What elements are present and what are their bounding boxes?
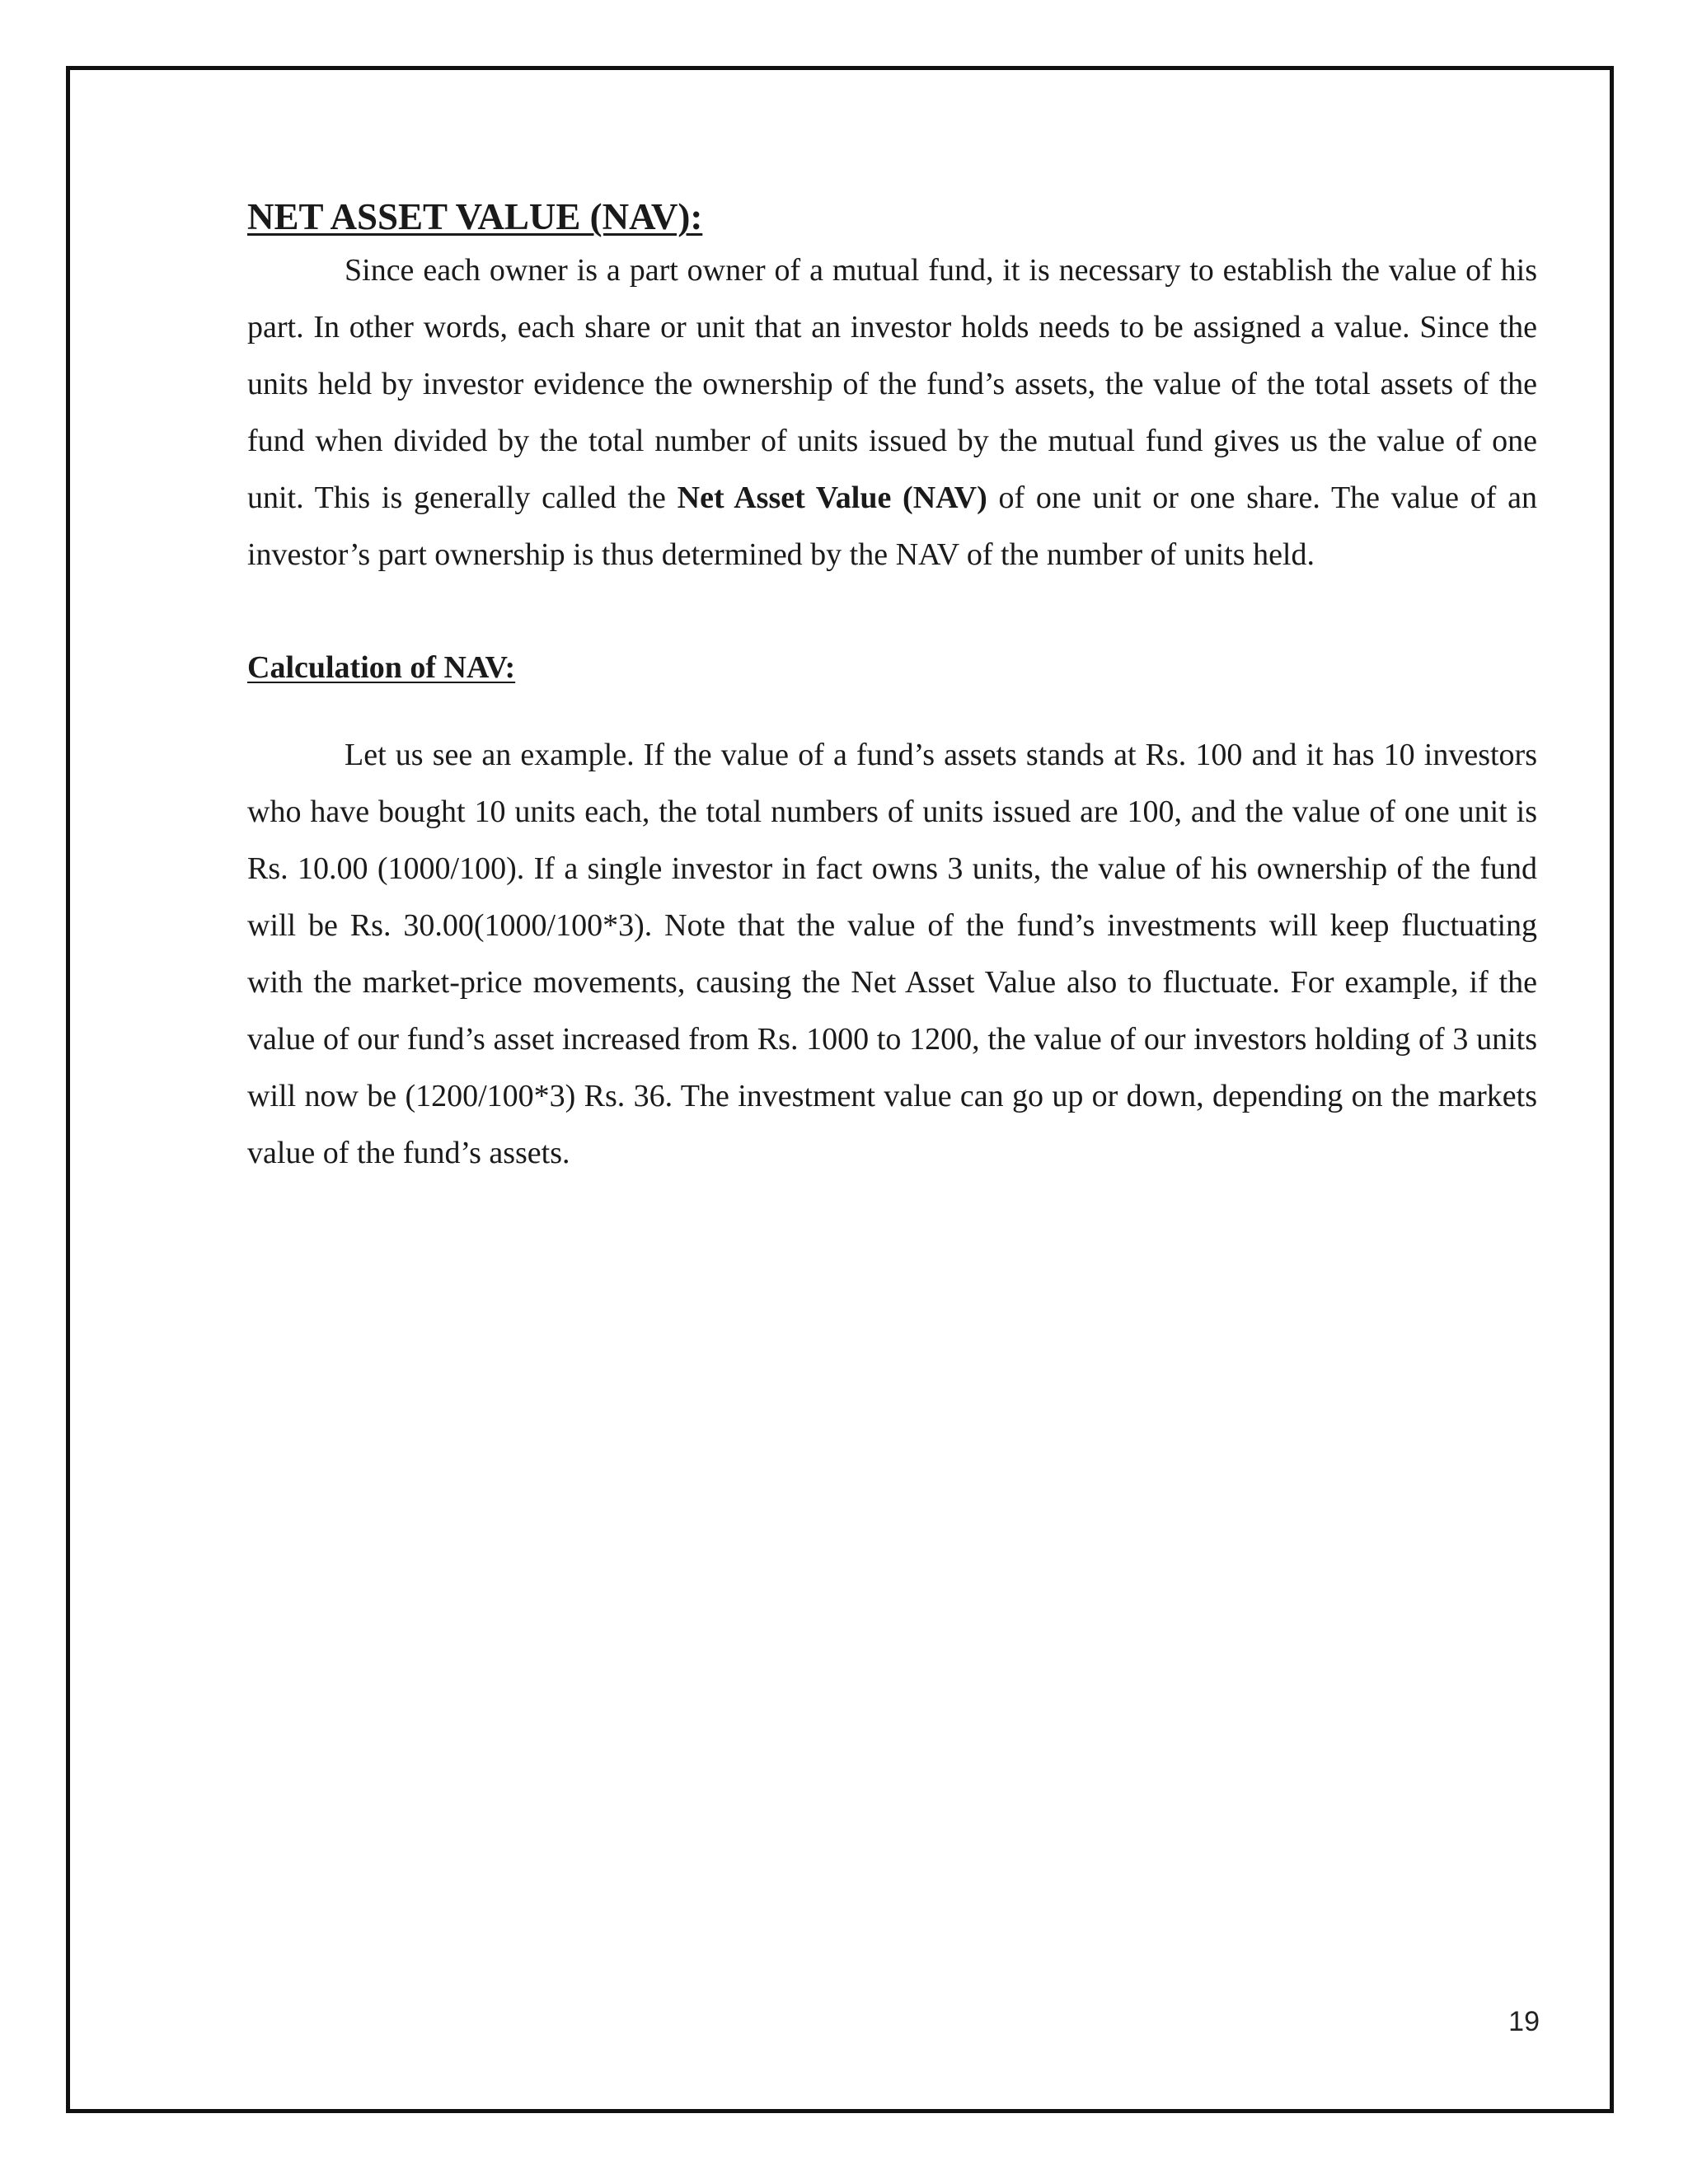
paragraph-nav-definition-text-end: of one unit or one share. The value of an investor’s part ownership is thus determined by the NAV of the number of units held. <box>247 480 1537 572</box>
page-number: 19 <box>1508 2006 1540 2037</box>
paragraph-nav-definition-text-start: Since each owner is a part owner of a mutual fund, it is necessary to establish the value of his part. In other words, each share or unit that an investor holds needs to be assigned a value. Since the units held by investor evidence the ownership of the fund’s assets, the value of the total assets of the fund when divided by the total number of units issued by the mutual fund gives us the value of one unit. This is generally called the <box>247 253 1537 515</box>
paragraph-nav-example: Let us see an example. If the value of a fund’s assets stands at Rs. 100 and it has 10 investors who have bought 10 units each, the total numbers of units issued are 100, and the value of one unit is Rs. 10.00 (1000/100). If a single investor in fact owns 3 units, the value of his ownership of the fund will be Rs. 30.00(1000/100*3). Note that the value of the fund’s investments will keep fluctuating with the market-price movements, causing the Net Asset Value also to fluctuate. For example, if the value of our fund’s asset increased from Rs. 1000 to 1200, the value of our investors holding of 3 units will now be (1200/100*3) Rs. 36. The investment value can go up or down, depending on the markets value of the fund’s assets. <box>247 737 1537 1170</box>
document-content <box>247 194 1537 1182</box>
sub-heading-calculation: Calculation of NAV: <box>247 650 516 685</box>
paragraph-nav-definition <box>247 242 1537 583</box>
nav-term-bold: Net Asset Value (NAV) <box>677 480 987 515</box>
main-heading: NET ASSET VALUE (NAV): <box>247 196 703 237</box>
